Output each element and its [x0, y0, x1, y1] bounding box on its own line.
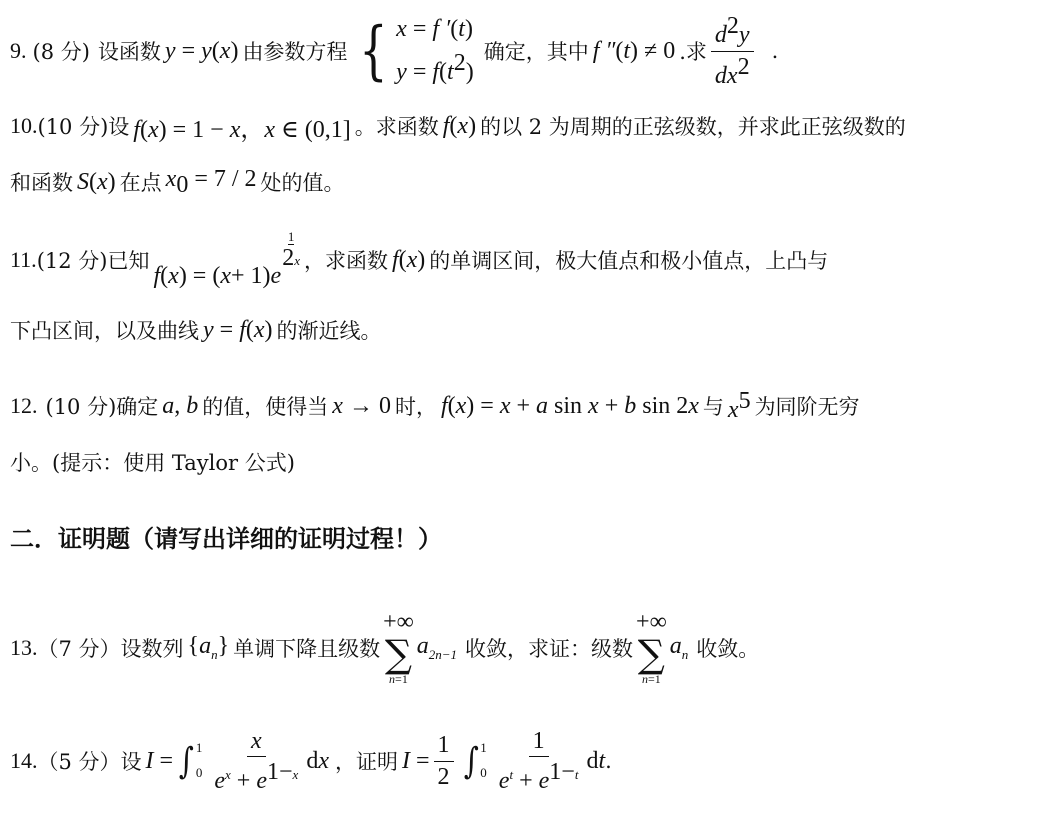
question-text: 时， [394, 395, 437, 419]
integrand-fraction: $\frac{1}{e^t + e^{1-t}}$ [498, 727, 579, 794]
math-expression: f(x) [391, 246, 426, 273]
integral-limits: 1 0 [480, 740, 487, 780]
question-score: （7 分） [37, 637, 121, 661]
question-text: 设 [120, 750, 142, 774]
integral-symbol: ∫ [178, 740, 194, 782]
differential: dx [306, 747, 329, 774]
differential: dt [586, 747, 606, 774]
question-number: 10. [10, 113, 38, 138]
question-text: 的以 2 为周期的正弦级数，并求此正弦级数的 [480, 115, 906, 139]
question-text: 设函数 [97, 40, 161, 64]
math-expression: f(x) [442, 112, 477, 139]
math-expression: $\{a_n\}$ [187, 633, 230, 662]
sum-symbol: +∞ ∑ n=1 [636, 608, 667, 687]
sum-symbol: +∞ ∑ n=1 [383, 608, 414, 687]
question-score: (10 分) [37, 115, 109, 139]
question-number: 14. [10, 748, 38, 773]
question-text: 确定，其中 [483, 40, 589, 64]
question-10-continued [10, 164, 345, 200]
parametric-system: x = f ′(t) $y = f(t^2)$ [396, 15, 474, 85]
question-text: 设 [108, 115, 130, 139]
math-expression: S(x) [77, 168, 116, 195]
math-expression: I = [401, 747, 430, 774]
question-score: (8 分) [32, 40, 90, 64]
integral-limits: 1 0 [195, 740, 203, 780]
math-expression: $x^5$ [727, 388, 751, 423]
question-text: . [605, 749, 612, 773]
question-text: . [771, 39, 779, 63]
math-expression: $a_n$ [669, 633, 689, 662]
second-derivative-fraction: $\frac{d^2y}{dx^2}$ [711, 13, 754, 89]
question-text: 收敛，求证：级数 [465, 637, 634, 661]
question-text: 与 [702, 395, 724, 419]
question-text: 设数列 [120, 637, 184, 661]
question-text: 和函数 [10, 171, 73, 195]
question-10 [10, 108, 906, 144]
math-expression: f ( x ) = ( x + 1) e 1 2x [153, 229, 300, 289]
question-number: 11. [10, 247, 37, 272]
math-expression: x → 0 [332, 392, 391, 419]
question-number: 9. [10, 38, 27, 63]
math-expression: f(x) = 1 − x，x ∈ (0,1] [133, 116, 351, 143]
question-9 [10, 14, 778, 88]
math-expression: $a_{2n-1}$ [416, 633, 458, 662]
left-brace: { [359, 14, 389, 88]
question-text: 小。(提示：使用 Taylor 公式) [10, 451, 295, 475]
question-text: 确定 [116, 395, 159, 419]
question-text: 的渐近线。 [276, 319, 382, 343]
question-12-continued [10, 444, 295, 480]
section-title: 二．证明题（请写出详细的证明过程！） [10, 523, 442, 553]
question-number: 13. [10, 635, 38, 660]
question-text: 为同阶无穷 [754, 395, 860, 419]
math-expression: $x_0 = 7 / 2$ [165, 165, 257, 198]
question-text: 的值，使得当 [202, 395, 329, 419]
integrand-fraction: $\frac{x}{e^x + e^{1-x}}$ [214, 727, 299, 794]
question-text: 的单调区间，极大值点和极小值点，上凸与 [429, 249, 829, 273]
question-number: 12. [10, 393, 38, 418]
question-score: (12 分) [36, 249, 108, 273]
question-text: ，求函数 [303, 249, 388, 273]
question-text: 收敛。 [696, 637, 760, 661]
half-fraction: $\frac{1}{2}$ [434, 732, 454, 790]
math-expression: f(x) = x + a sin x + b sin 2x [440, 392, 699, 419]
question-text: 处的值。 [260, 171, 345, 195]
math-expression: I = [145, 747, 174, 774]
question-score: （5 分） [37, 750, 121, 774]
question-text: 下凸区间，以及曲线 [10, 319, 199, 343]
math-expression: a, b [162, 392, 199, 419]
question-score: (10 分) [45, 395, 117, 419]
question-14 [10, 722, 612, 800]
question-text: 。求函数 [354, 115, 439, 139]
question-11 [10, 228, 828, 292]
question-12 [10, 388, 860, 424]
question-text: 在点 [119, 171, 162, 195]
question-text: .求 [679, 40, 707, 64]
question-text: ，证明 [334, 750, 398, 774]
math-expression: f ″(t) ≠ 0 [592, 37, 676, 64]
integral-symbol: ∫ [463, 740, 479, 782]
math-expression: y = f(x) [203, 316, 273, 343]
question-13 [10, 608, 759, 688]
question-text: 已知 [107, 249, 150, 273]
question-text: 由参数方程 [242, 40, 348, 64]
section-heading [10, 516, 442, 556]
question-11-continued [10, 312, 382, 348]
math-expression: y = y(x) [164, 37, 239, 64]
question-text: 单调下降且级数 [233, 637, 381, 661]
